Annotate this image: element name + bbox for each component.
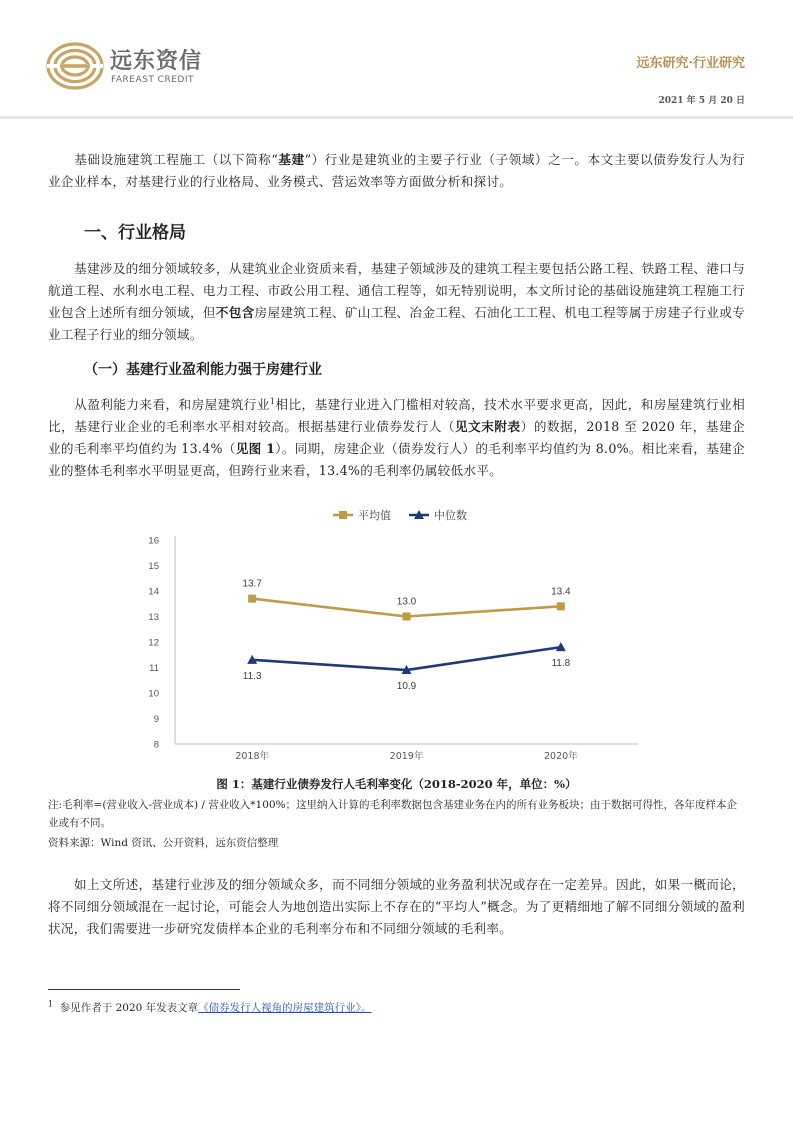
subsection-heading-1-1: （一）基建行业盈利能力强于房建行业 [84, 362, 322, 378]
brand-name-cn: 远东资信 [110, 49, 203, 74]
profitability-paragraph: 从盈利能力来看，和房屋建筑行业$^1$相比，基建行业进入门槛相对较高，技术水平要求更高，因此，和房屋建筑行业相比，基建行业企业的毛利率水平相对较高。根据基建行业债券发行人（见文末附表）的数据，2018 至 2020 年，基建企业的毛利率平均值约为 13.4%（见图 1）。同期，房建企业（债券发行人）的毛利率平均值约为 8.0%。相比来看，基建企业的整体毛利率水平明显更高，但跨行业来看，13.4%的毛利率仍属较低水平。 [48, 396, 745, 478]
data-label: 11.8 [551, 658, 571, 670]
section1-paragraph: 基建涉及的细分领域较多，从建筑业企业资质来看，基建子领域涉及的建筑工程主要包括公路工程、铁路工程、港口与航道工程、水利水电工程、电力工程、市政公用工程、通信工程等，如无特别说明，本文所讨论的基础设施建筑工程施工行业包含上述所有细分领域，但不包含房屋建筑工程、矿山工程、冶金工程、石油化工工程、机电工程等属于房建子行业或专业工程子行业的细分领域。 [48, 261, 745, 342]
y-tick-label: 12 [148, 637, 159, 649]
header-divider [0, 116, 793, 119]
legend-label: 平均值 [358, 509, 391, 522]
data-point-average [403, 613, 411, 621]
data-label: 13.7 [242, 578, 262, 590]
legend-label: 中位数 [434, 509, 467, 522]
intro-paragraph: 基础设施建筑工程施工（以下简称“基建”）行业是建筑业的主要子行业（子领域）之一。本文主要以债券发行人为行业企业样本，对基建行业的行业格局、业务模式、营运效率等方面做分析和探讨。 [48, 152, 745, 189]
y-tick-label: 16 [148, 535, 159, 547]
y-tick-label: 9 [153, 714, 159, 725]
figure-source: 资料来源：Wind 资讯、公开资料，远东资信整理 [48, 837, 279, 849]
y-tick-label: 10 [148, 688, 159, 700]
legend-marker-square [339, 511, 347, 519]
y-tick-label: 8 [153, 739, 159, 751]
brand-name-en: FAREAST CREDIT [111, 75, 194, 85]
y-tick-label: 11 [149, 663, 159, 674]
y-tick-label: 14 [148, 586, 159, 598]
data-label: 13.4 [551, 586, 571, 598]
page-header [0, 0, 793, 118]
x-tick-label: 2020年 [543, 751, 578, 762]
x-tick-label: 2019年 [389, 751, 424, 762]
figure-caption: 图 1：基建行业债券发行人毛利率变化（2018-2020 年，单位：%） [216, 777, 577, 791]
y-tick-label: 15 [148, 561, 159, 572]
section-heading-1: 一、行业格局 [84, 223, 186, 243]
data-label: 13.0 [396, 596, 417, 608]
gross-margin-line-chart [48, 500, 745, 770]
report-date: 2021 年 5 月 20 日 [658, 96, 745, 106]
y-tick-label: 13 [148, 612, 159, 623]
footnote: $^1$ 参见作者于 2020 年发表文章《债券发行人视角的房屋建筑行业》。 [48, 999, 372, 1014]
x-tick-label: 2018年 [235, 751, 270, 762]
report-category: 远东研究·行业研究 [636, 56, 745, 71]
data-point-average [248, 595, 256, 603]
footnote-article-link[interactable]: 《债券发行人视角的房屋建筑行业》。 [198, 1002, 372, 1014]
data-label: 10.9 [396, 681, 417, 693]
footnote-divider [48, 989, 240, 990]
closing-paragraph: 如上文所述，基建行业涉及的细分领域众多，而不同细分领域的业务盈利状况或存在一定差异。因此，如果一概而论，将不同细分领域混在一起讨论，可能会人为地创造出实际上不存在的“平均人”概念。为了更精细地了解不同细分领域的盈利状况，我们需要进一步研究发债样本企业的毛利率分布和不同细分领域的毛利率。 [48, 877, 745, 936]
figure-note: 注:毛利率=(营业收入-营业成本) / 营业收入*100%；这里纳入计算的毛利率数据包含基建业务在内的所有业务板块；由于数据可得性，各年度样本企业或有不同。 [48, 799, 738, 829]
data-label: 11.3 [242, 670, 262, 682]
fareast-logo-icon [46, 41, 104, 91]
data-point-average [557, 602, 565, 610]
